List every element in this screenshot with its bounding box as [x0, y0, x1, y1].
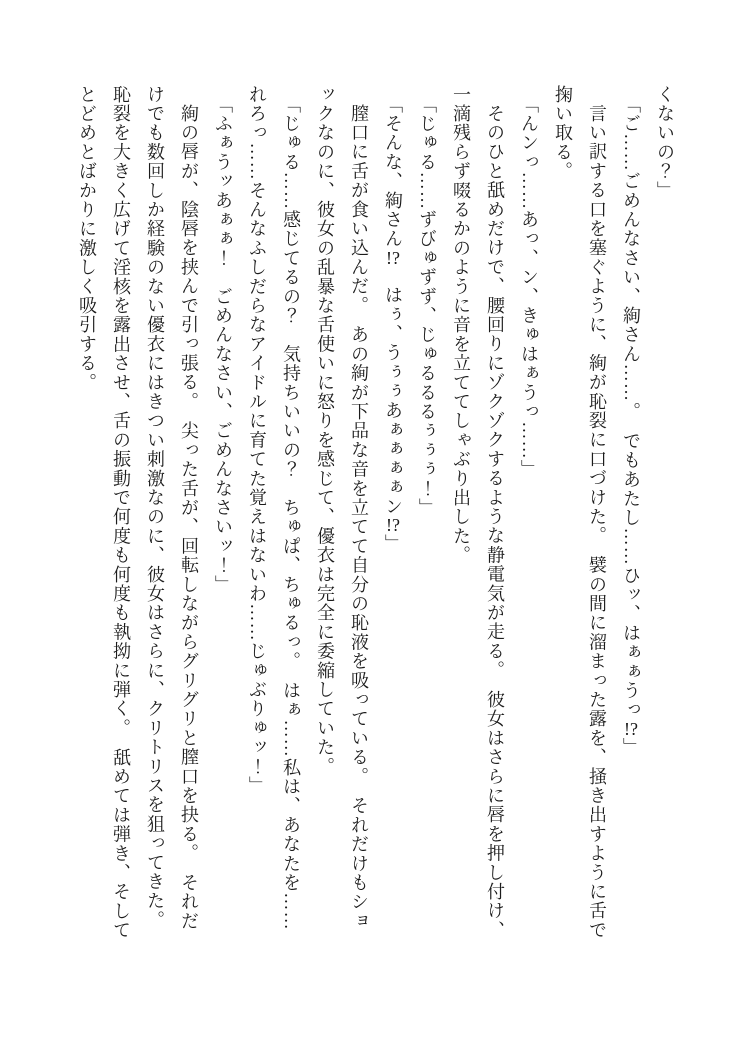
- paragraph: 「んンっ……あっ、ン、きゅはぁうっ……」: [519, 94, 539, 479]
- tatechuyoko-exclamation-question: !?: [624, 719, 638, 738]
- paragraph: くないの？」: [655, 85, 675, 201]
- paragraph: 絢の唇が、陰唇を挟んで引っ張る。 尖った舌が、回転しながらグリグリと膣口を抉る。 それだけでも数回しか経験のない優衣にはきつい刺激なのに、彼女はさらに、クリトリスを狙ってきた。 恥裂を大きく広げて淫核を露出させ、舌の振動で何度も何度も執拗に弾く。 舐めては弾き、そしてとどめとばかりに激しく吸引する。: [77, 85, 199, 941]
- paragraph: 言い訳する口を塞ぐように、絢が恥裂に口づけた。 襞の間に溜まった露を、掻き出すように舌で掬い取る。: [553, 85, 607, 940]
- paragraph: そのひと舐めだけで、腰回りにゾクゾクするような静電気が走る。 彼女はさらに唇を押し付け、一滴残らず啜るかのように音を立ててしゃぶり出した。: [451, 85, 505, 940]
- paragraph: 「じゅる……感じてるの？ 気持ちいいの？ ちゅぱ、ちゅるっ。 はぁ……私は、あなたを……れろっ……そんなふしだらなアイドルに育てた覚えはないわ……じゅぶりゅッ！」: [247, 85, 301, 931]
- paragraph: 膣口に舌が食い込んだ。 あの絢が下品な音を立てて自分の恥液を吸っている。 それだけもショックなのに、彼女の乱暴な舌使いに怒りを感じて、優衣は完全に委縮していた。: [315, 85, 369, 931]
- paragraph: 「じゅる……ずびゅずず、じゅるるるぅぅぅ！」: [417, 94, 437, 518]
- tatechuyoko-exclamation-question: !?: [386, 516, 400, 535]
- paragraph: 「ご……ごめんなさい、絢さん……。 でもあたし……ひッ、はぁぁうっ!?」: [621, 94, 641, 757]
- paragraph: 「そんな、絢さん!? はぅ、うぅぅあぁぁぁぁン!?」: [383, 94, 403, 554]
- tatechuyoko-exclamation-question: !?: [386, 248, 400, 267]
- paragraph: 「ふぁうッあぁぁ！ ごめんなさい、ごめんなさいッ！」: [213, 94, 233, 595]
- vertical-text-block: [70, 85, 682, 949]
